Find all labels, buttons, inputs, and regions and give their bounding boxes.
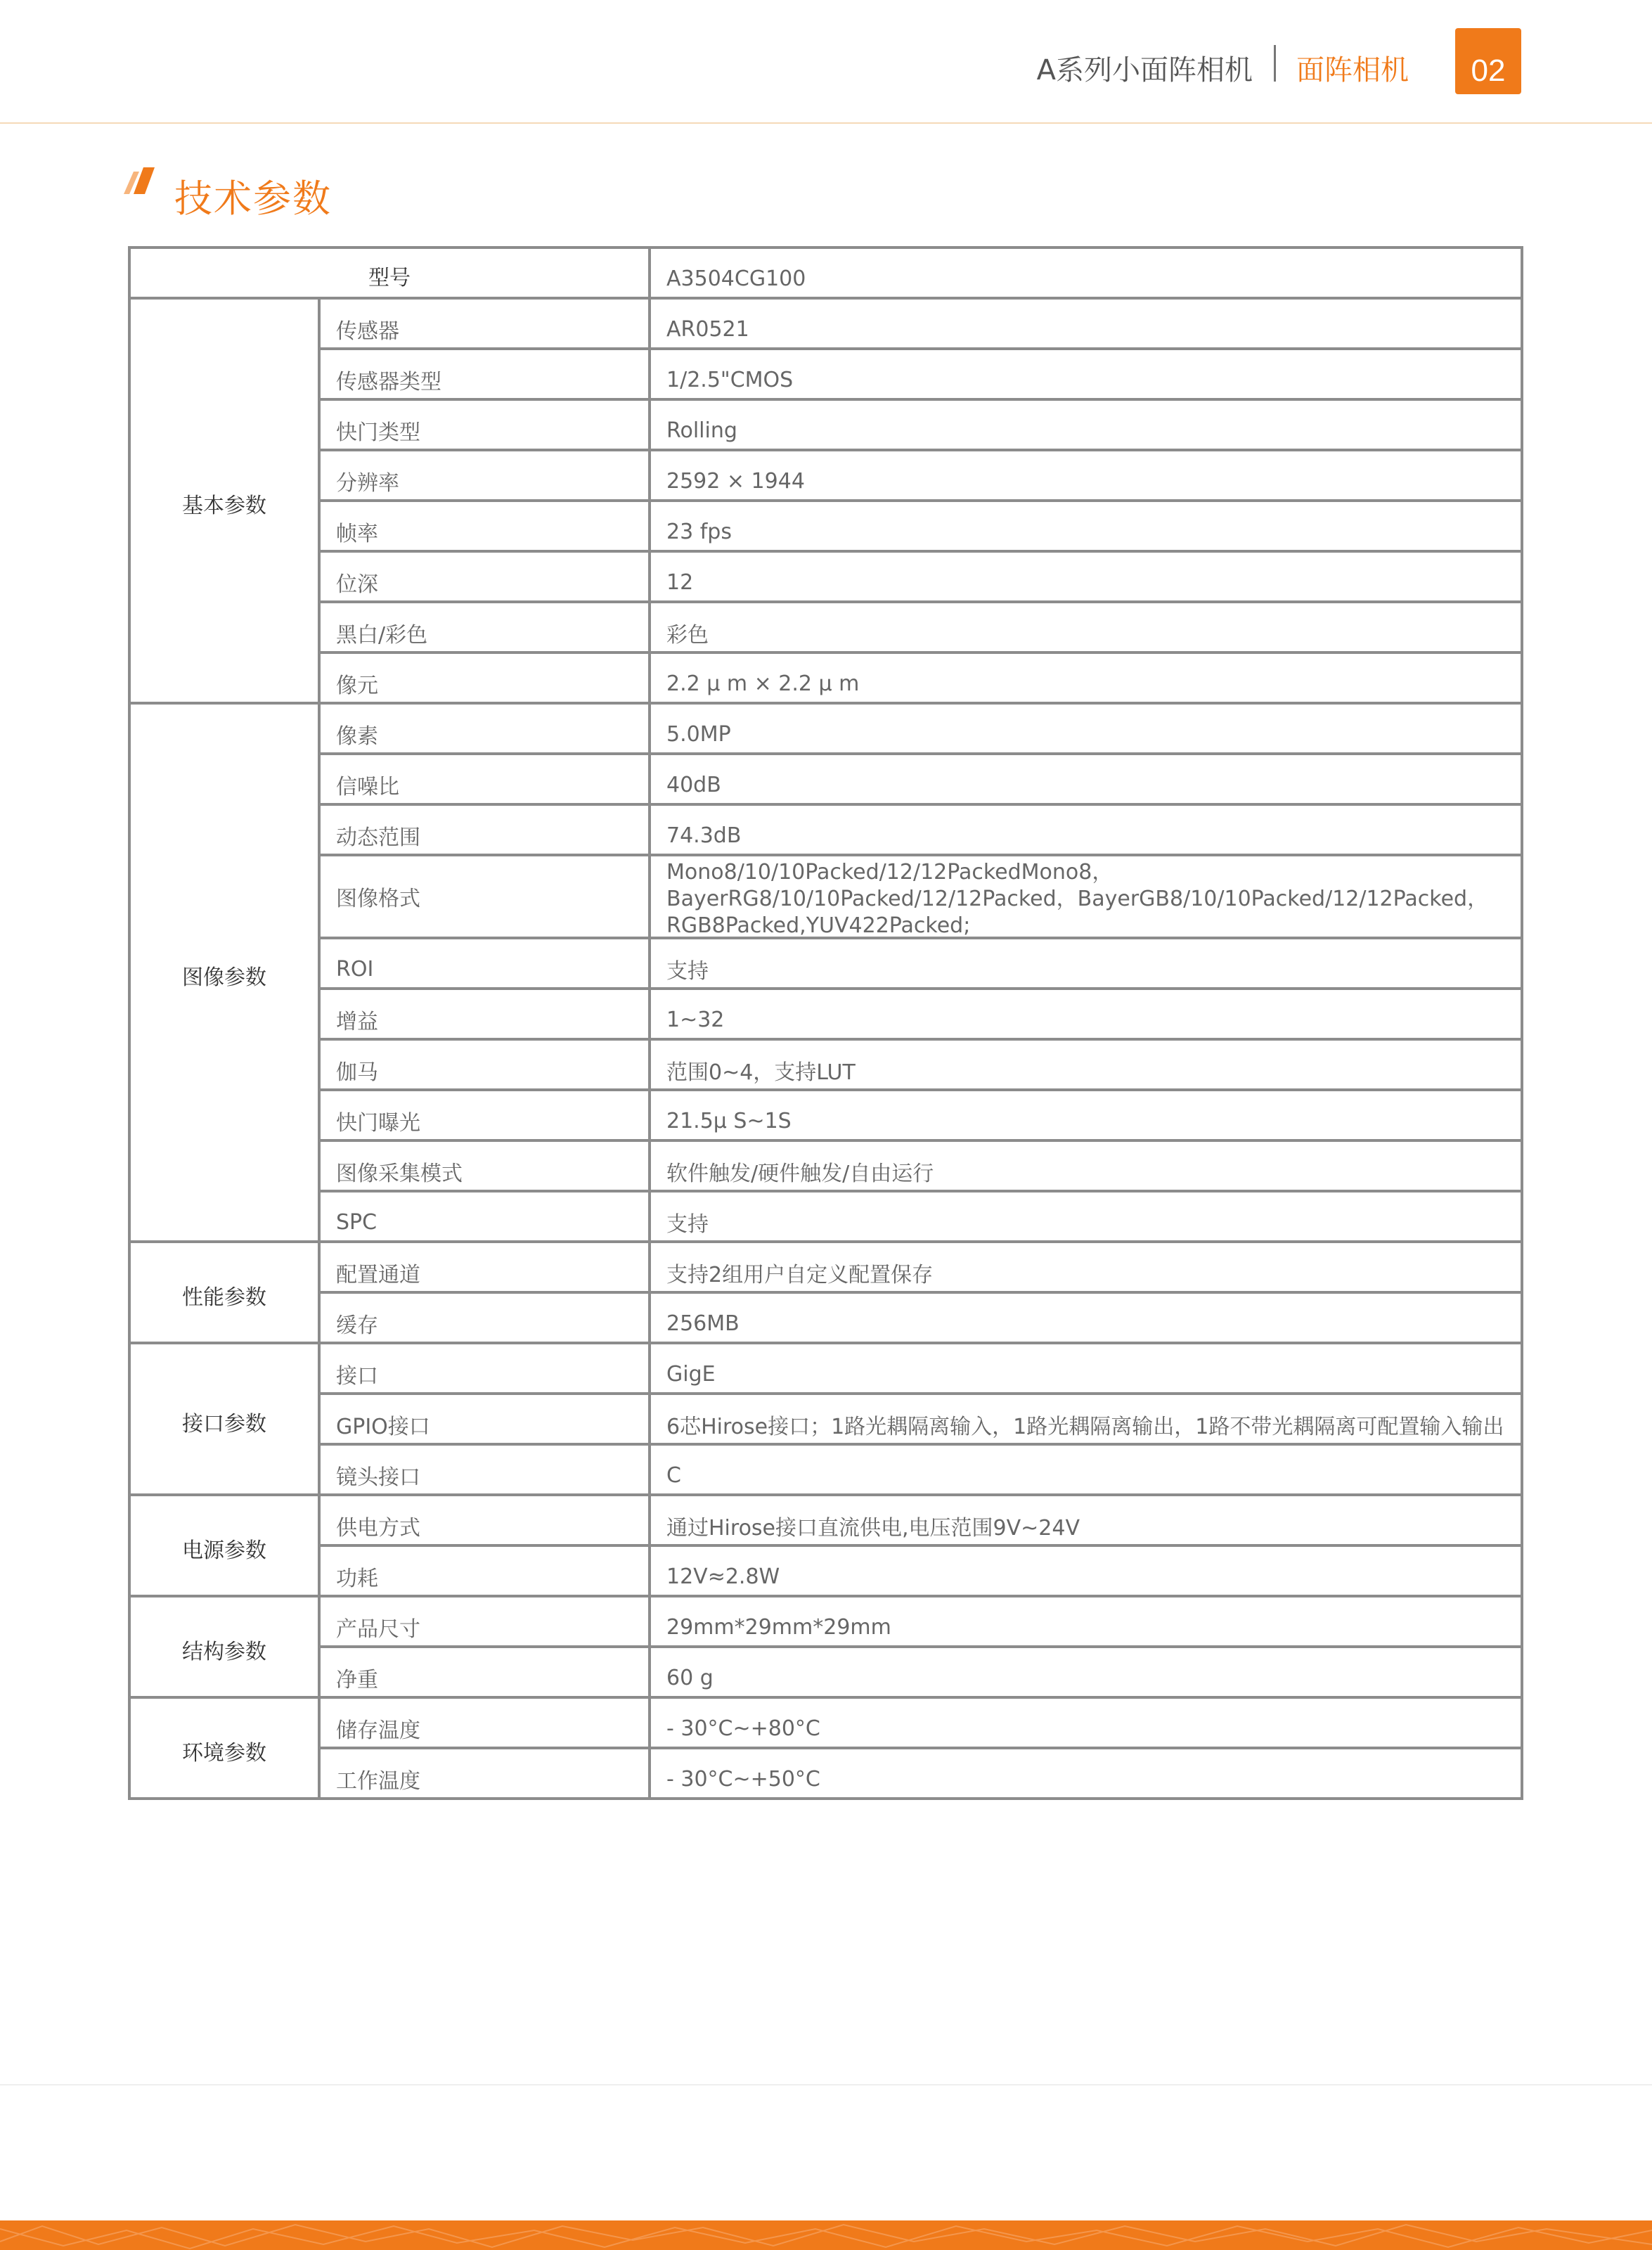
param-label: 分辨率 (336, 471, 399, 496)
group-label-cell (129, 1343, 319, 1495)
param-label: 快门类型 (336, 420, 420, 445)
param-label: 储存温度 (336, 1718, 420, 1743)
spec-row (129, 703, 1522, 754)
param-label: 净重 (336, 1668, 378, 1692)
param-value-cell (650, 1292, 1522, 1343)
param-label-cell (319, 703, 650, 754)
param-label-cell (319, 1596, 650, 1647)
param-value: 1~32 (666, 1007, 725, 1032)
param-value-cell (650, 1343, 1522, 1394)
spec-row (129, 349, 1522, 399)
param-value-cell (650, 349, 1522, 399)
group-label-cell (129, 1697, 319, 1799)
spec-row (129, 1495, 1522, 1545)
param-value-cell (650, 1495, 1522, 1545)
series-title: A系列小面阵相机 (1036, 54, 1253, 86)
param-label: 传感器类型 (336, 370, 441, 394)
param-value: 12 (666, 570, 694, 595)
param-value: 通过Hirose接口直流供电,电压范围9V~24V (666, 1516, 1080, 1541)
param-label-cell (319, 1545, 650, 1596)
param-value-cell (650, 1039, 1522, 1090)
param-label: SPC (336, 1209, 377, 1235)
param-label: 帧率 (336, 522, 378, 546)
param-label: ROI (336, 956, 374, 982)
param-value: Mono8/10/10Packed/12/12PackedMono8，BayerRG8/10/10Packed/12/12Packed，BayerGB8/10/10Packed/12/12Packed，RGB8Packed,YUV422Packed; (666, 860, 1489, 938)
param-label: 像素 (336, 724, 378, 749)
param-value: 40dB (666, 772, 721, 797)
spec-row (129, 938, 1522, 989)
param-value: 范围0~4，支持LUT (666, 1060, 856, 1085)
spec-row (129, 450, 1522, 501)
param-value-cell (650, 551, 1522, 602)
spec-row (129, 1647, 1522, 1697)
param-value-cell (650, 1697, 1522, 1748)
param-label-cell (319, 1495, 650, 1545)
param-label-cell (319, 938, 650, 989)
param-label-cell (319, 450, 650, 501)
param-value-cell (650, 938, 1522, 989)
param-label-cell (319, 551, 650, 602)
group-label: 结构参数 (182, 1640, 266, 1664)
param-label: 工作温度 (336, 1769, 420, 1794)
page-header (0, 0, 1652, 124)
param-value-cell (650, 1596, 1522, 1647)
param-value-cell (650, 1191, 1522, 1242)
param-label: 配置通道 (336, 1263, 420, 1287)
group-label-cell (129, 298, 319, 703)
param-label: 信噪比 (336, 775, 399, 799)
param-value: 支持2组用户自定义配置保存 (666, 1263, 934, 1287)
spec-row (129, 855, 1522, 938)
spec-row (129, 804, 1522, 855)
param-label-cell (319, 1343, 650, 1394)
model-label: 型号 (368, 266, 411, 290)
param-value-cell (650, 298, 1522, 349)
param-value-cell (650, 1647, 1522, 1697)
param-value-cell (650, 1242, 1522, 1292)
param-label-cell (319, 804, 650, 855)
group-label: 图像参数 (182, 965, 266, 990)
footer-divider (0, 2084, 1652, 2085)
group-label-cell (129, 1596, 319, 1697)
spec-row (129, 1343, 1522, 1394)
group-label-cell (129, 703, 319, 1242)
param-label: 供电方式 (336, 1516, 420, 1541)
param-value-cell (650, 450, 1522, 501)
param-label-cell (319, 1292, 650, 1343)
param-label-cell (319, 1394, 650, 1444)
param-label-cell (319, 1697, 650, 1748)
param-label: 产品尺寸 (336, 1617, 420, 1642)
param-label-cell (319, 349, 650, 399)
spec-row (129, 1545, 1522, 1596)
param-value-cell (650, 501, 1522, 551)
section-title: 技术参数 (174, 176, 332, 221)
spec-row (129, 1140, 1522, 1191)
param-value: Rolling (666, 418, 737, 443)
spec-table (128, 246, 1523, 1800)
param-value: - 30°C~+80°C (666, 1716, 820, 1741)
spec-row (129, 1039, 1522, 1090)
param-label: 像元 (336, 674, 378, 698)
param-value: - 30°C~+50°C (666, 1766, 820, 1792)
param-value: 支持 (666, 959, 709, 984)
footer-bar (0, 2220, 1652, 2250)
spec-row (129, 1394, 1522, 1444)
param-value: 软件触发/硬件触发/自由运行 (666, 1162, 934, 1186)
param-value-cell (650, 1545, 1522, 1596)
param-value-cell (650, 399, 1522, 450)
spec-row (129, 989, 1522, 1039)
group-label: 环境参数 (182, 1741, 266, 1766)
param-value-cell (650, 1140, 1522, 1191)
spec-row (129, 1444, 1522, 1495)
param-label-cell (319, 602, 650, 652)
param-label-cell (319, 1444, 650, 1495)
spec-row (129, 298, 1522, 349)
spec-row (129, 652, 1522, 703)
spec-row (129, 1242, 1522, 1292)
param-label-cell (319, 298, 650, 349)
param-value: 1/2.5"CMOS (666, 367, 794, 392)
param-label-cell (319, 652, 650, 703)
param-value-cell (650, 989, 1522, 1039)
section-slash-icon (124, 167, 155, 194)
spec-row (129, 551, 1522, 602)
param-value-cell (650, 754, 1522, 804)
param-value-cell (650, 1444, 1522, 1495)
param-value: 支持 (666, 1212, 709, 1237)
param-value: 256MB (666, 1311, 740, 1336)
param-value: 彩色 (666, 623, 709, 648)
param-value: C (666, 1462, 681, 1488)
group-label-cell (129, 1242, 319, 1343)
param-value-cell (650, 652, 1522, 703)
spec-row (129, 1748, 1522, 1799)
spec-row (129, 1191, 1522, 1242)
param-value: 21.5μ S~1S (666, 1108, 792, 1133)
param-label: 增益 (336, 1010, 378, 1034)
group-label: 接口参数 (182, 1412, 266, 1436)
param-label-cell (319, 501, 650, 551)
model-row (129, 248, 1522, 298)
param-value: GigE (666, 1361, 716, 1387)
param-value: 60 g (666, 1665, 714, 1690)
group-label-cell (129, 1495, 319, 1596)
spec-row (129, 1596, 1522, 1647)
param-value-cell (650, 703, 1522, 754)
param-value-cell (650, 1090, 1522, 1140)
param-label-cell (319, 1191, 650, 1242)
param-label-cell (319, 1039, 650, 1090)
spec-row (129, 1697, 1522, 1748)
param-label: 伽马 (336, 1060, 378, 1085)
param-label: GPIO接口 (336, 1415, 430, 1439)
param-label-cell (319, 1748, 650, 1799)
group-label: 性能参数 (182, 1285, 266, 1310)
param-label: 图像格式 (336, 887, 420, 911)
param-label: 镜头接口 (336, 1465, 420, 1490)
group-label: 电源参数 (182, 1538, 266, 1563)
param-label: 动态范围 (336, 825, 420, 850)
param-value: 29mm*29mm*29mm (666, 1614, 891, 1640)
param-value-cell (650, 855, 1522, 938)
param-value: AR0521 (666, 316, 749, 342)
param-label-cell (319, 1647, 650, 1697)
group-label: 基本参数 (182, 494, 266, 518)
spec-row (129, 399, 1522, 450)
spec-row (129, 1292, 1522, 1343)
param-label: 接口 (336, 1364, 378, 1389)
param-label-cell (319, 399, 650, 450)
model-value: A3504CG100 (666, 266, 806, 291)
param-label: 黑白/彩色 (336, 623, 428, 648)
model-label-cell (129, 248, 650, 298)
param-label-cell (319, 1140, 650, 1191)
page-number-badge (1455, 28, 1521, 94)
param-value: 23 fps (666, 519, 732, 544)
model-value-cell (650, 248, 1522, 298)
param-value-cell (650, 1394, 1522, 1444)
footer-network-pattern (0, 2220, 1652, 2250)
param-value: 74.3dB (666, 823, 742, 848)
param-value: 2.2 μ m × 2.2 μ m (666, 671, 860, 696)
param-label-cell (319, 989, 650, 1039)
header-divider (1274, 45, 1276, 82)
spec-row (129, 602, 1522, 652)
param-label: 功耗 (336, 1567, 378, 1591)
category-title: 面阵相机 (1296, 54, 1409, 86)
param-label-cell (319, 855, 650, 938)
param-label: 快门曝光 (336, 1111, 420, 1136)
spec-table-body (129, 248, 1522, 1799)
param-value-cell (650, 1748, 1522, 1799)
param-label: 传感器 (336, 319, 399, 344)
param-value: 5.0MP (666, 721, 731, 747)
spec-row (129, 501, 1522, 551)
param-label-cell (319, 1242, 650, 1292)
param-label-cell (319, 754, 650, 804)
page-number: 02 (1471, 53, 1506, 88)
spec-row (129, 754, 1522, 804)
param-label: 图像采集模式 (336, 1162, 463, 1186)
param-value-cell (650, 804, 1522, 855)
spec-row (129, 1090, 1522, 1140)
param-value-cell (650, 602, 1522, 652)
param-label: 位深 (336, 572, 378, 597)
param-label: 缓存 (336, 1313, 378, 1338)
param-value: 2592 × 1944 (666, 468, 805, 494)
param-label-cell (319, 1090, 650, 1140)
param-value: 12V≈2.8W (666, 1564, 780, 1589)
param-value: 6芯Hirose接口；1路光耦隔离输入，1路光耦隔离输出，1路不带光耦隔离可配置输入输出 (666, 1415, 1504, 1439)
